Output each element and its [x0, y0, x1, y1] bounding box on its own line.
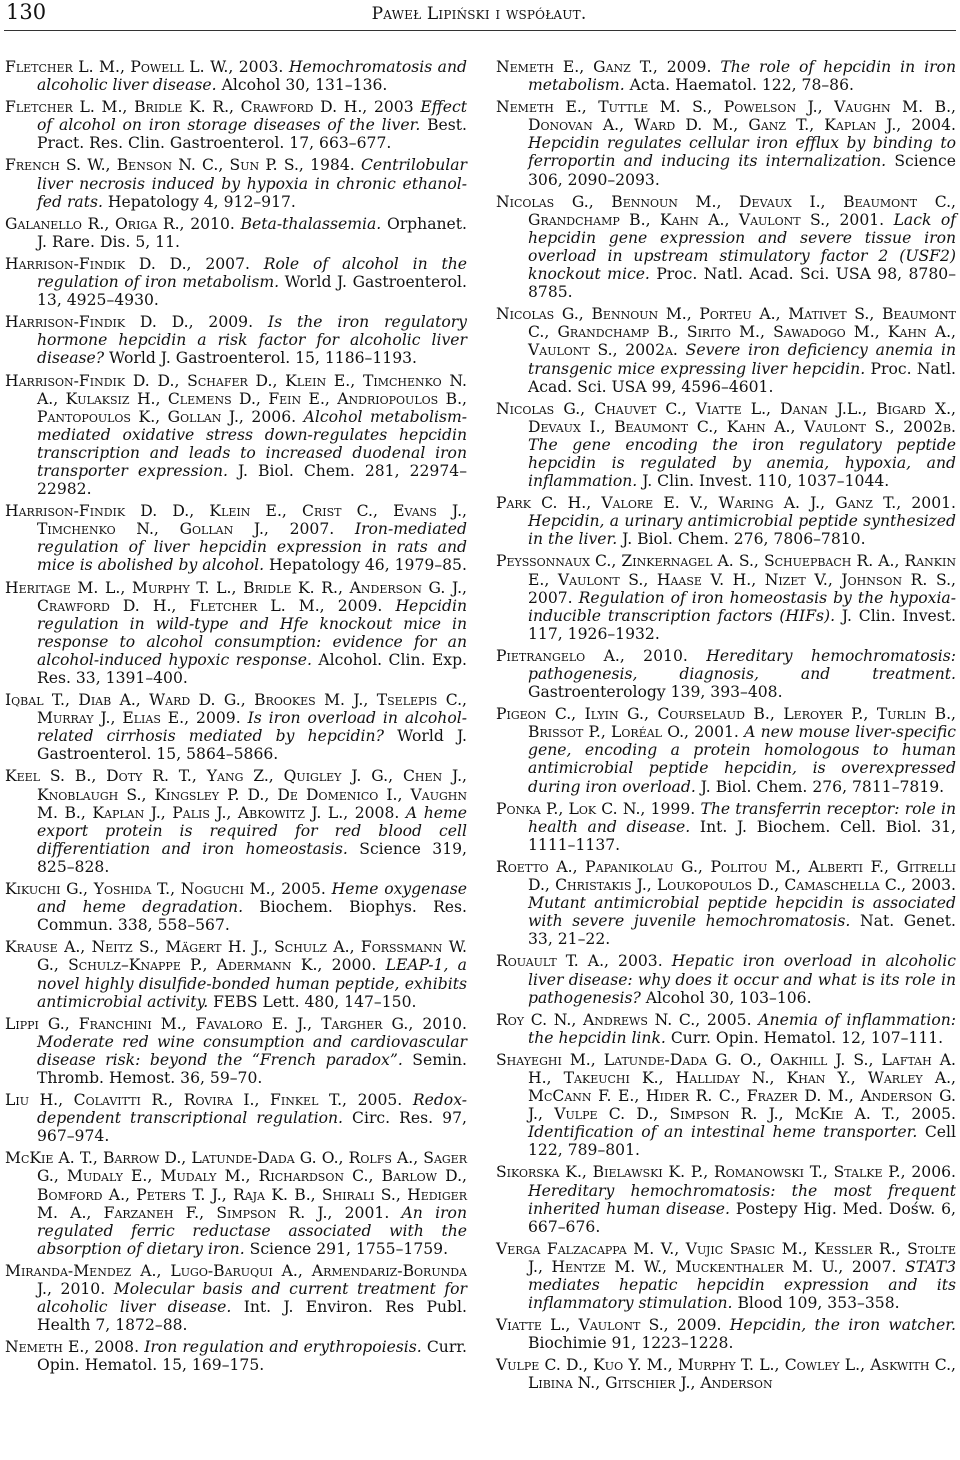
reference-title: Hemochromatosis and alcoholic liver disease.: [37, 58, 467, 95]
reference-authors: Vulpe C. D., Kuo Y. M., Murphy T. L., Cowley L., Askwith C., Libina N., Gitschier J., Anderson: [496, 1356, 956, 1393]
reference-title: The transferrin receptor: role in health and disease.: [528, 799, 956, 836]
reference-entry: [496, 494, 956, 548]
reference-entry: [5, 1091, 467, 1145]
reference-title: STAT3 mediates hepatic hepcidin expression and its inflammatory stimulation.: [528, 1257, 956, 1313]
reference-title: Beta-thalassemia.: [240, 214, 382, 233]
reference-source: Hepatology 4, 912–917.: [102, 192, 296, 211]
reference-entry: [496, 1240, 956, 1312]
reference-entry: [5, 1338, 467, 1374]
references-right-column: [496, 58, 956, 1397]
reference-title: Anemia of inflammation: the hepcidin link.: [528, 1010, 956, 1047]
reference-title: Effect of alcohol on iron storage diseases of the liver.: [37, 98, 467, 135]
reference-title: An iron regulated ferric reductase associated with the absorption of dietary iron.: [37, 1203, 467, 1258]
reference-authors: Roy C. N., Andrews N. C., 2005.: [496, 1010, 759, 1029]
reference-entry: [5, 938, 467, 1010]
reference-title: Hepcidin, the iron watcher.: [729, 1316, 956, 1335]
reference-authors: Nicolas G., Bennoun M., Devaux I., Beaumont C., Grandchamp B., Kahn A., Vaulont S., 2001.: [496, 192, 956, 229]
reference-authors: Harrison-Findik D. D., 2007.: [5, 254, 264, 273]
reference-authors: Pietrangelo A., 2010.: [496, 646, 707, 665]
reference-entry: [496, 1356, 956, 1392]
reference-source: Hepatology 46, 1979–85.: [264, 556, 467, 575]
reference-authors: Ponka P., Lok C. N., 1999.: [496, 799, 701, 818]
reference-entry: [496, 1316, 956, 1352]
reference-source: Cell 122, 789–801.: [528, 1123, 956, 1160]
reference-authors: Fletcher L. M., Powell L. W., 2003.: [5, 58, 289, 76]
reference-entry: [5, 156, 467, 210]
references-left-column: [5, 58, 467, 1378]
reference-entry: [5, 579, 467, 688]
reference-entry: [5, 1149, 467, 1258]
reference-source: Biochimie 91, 1223–1228.: [528, 1334, 734, 1353]
reference-title: LEAP-1, a novel highly disulfide-bonded human peptide, exhibits antimicrobial activity.: [37, 956, 467, 1011]
reference-authors: Liu H., Colavitti R., Rovira I., Finkel T., 2005.: [5, 1091, 413, 1110]
reference-entry: [5, 767, 467, 876]
reference-title: Iron-mediated regulation of liver hepcidin expression in rats and mice is abolished by alcohol.: [37, 520, 467, 575]
reference-entry: [5, 313, 467, 367]
reference-source: Curr. Opin. Hematol. 15, 169–175.: [37, 1338, 467, 1375]
reference-entry: [496, 800, 956, 854]
reference-title: Identification of an intestinal heme transporter.: [528, 1123, 918, 1142]
reference-authors: Rouault T. A., 2003.: [496, 952, 672, 971]
reference-source: Alcohol 30, 131–136.: [216, 76, 388, 95]
reference-entry: [496, 98, 956, 188]
reference-entry: [5, 502, 467, 574]
reference-authors: Kikuchi G., Yoshida T., Noguchi M., 2005.: [5, 880, 332, 899]
reference-title: Mutant antimicrobial peptide hepcidin is associated with severe juvenile hemochromatosis.: [528, 894, 956, 931]
reference-entry: [5, 98, 467, 152]
reference-title: Alcohol metabolism-mediated oxidative stress down-regulates hepcidin transcription and leads to increased duodenal iron transporter expression.: [37, 407, 468, 480]
reference-entry: [5, 372, 467, 499]
reference-authors: Iqbal T., Diab A., Ward D. G., Brookes M. J., Tselepis C., Murray J., Elias E., 2009.: [5, 691, 467, 728]
reference-entry: [5, 691, 467, 763]
reference-entry: [496, 1011, 956, 1047]
reference-title: Regulation of iron homeostasis by the hypoxia-inducible transcription factors (HIFs).: [528, 588, 956, 625]
reference-authors: Harrison-Findik D. D., 2009.: [5, 313, 268, 332]
reference-entry: [496, 647, 956, 701]
reference-authors: Harrison-Findik D. D., Klein E., Crist C., Evans J., Timchenko N., Gollan J., 2007.: [5, 502, 467, 539]
reference-entry: [496, 858, 956, 948]
reference-title: Hepcidin, a urinary antimicrobial peptide synthesized in the liver.: [528, 512, 956, 549]
reference-title: Role of alcohol in the regulation of iron metabolism.: [37, 254, 467, 292]
reference-entry: [496, 705, 956, 795]
reference-title: Hereditary hemochromatosis: the most frequent inherited human disease.: [528, 1181, 956, 1218]
reference-source: J. Biol. Chem. 276, 7811–7819.: [695, 777, 945, 796]
running-head: Paweł Lipiński i współaut.: [371, 4, 587, 24]
header-rule: [4, 30, 956, 31]
reference-entry: [496, 58, 956, 94]
reference-title: The role of hepcidin in iron metabolism.: [528, 58, 956, 95]
reference-authors: Harrison-Findik D. D., Schafer D., Klein E., Timchenko N. A., Kulaksiz H., Clemens D., Fein E., Andriopoulos B., Pantopoulos K., Gollan J., 2006.: [5, 371, 467, 426]
reference-title: Moderate red wine consumption and cardiovascular disease risk: beyond the “French paradox”.: [37, 1032, 467, 1069]
reference-source: J. Clin. Invest. 110, 1037–1044.: [637, 472, 890, 491]
reference-source: Nat. Genet. 33, 21–22.: [528, 912, 956, 949]
reference-authors: Verga Falzacappa M. V., Vujic Spasic M., Kessler R., Stolte J., Hentze M. W., Muckenthaler M. U., 2007.: [496, 1239, 956, 1276]
reference-source: World J. Gastroenterol. 15, 1186–1193.: [104, 349, 417, 368]
reference-authors: Nicolas G., Chauvet C., Viatte L., Danan J.L., Bigard X., Devaux I., Beaumont C., Kahn A., Vaulont S., 2002b.: [496, 399, 956, 436]
reference-source: FEBS Lett. 480, 147–150.: [208, 992, 417, 1011]
reference-authors: Nicolas G., Bennoun M., Porteu A., Mativet S., Beaumont C., Grandchamp B., Sirito M., Sawadogo M., Kahn A., Vaulont S., 2002a.: [496, 305, 956, 360]
reference-source: Int. J. Environ. Res Publ. Health 7, 1872–88.: [37, 1298, 467, 1335]
page-header: [6, 0, 952, 30]
reference-entry: [5, 1015, 467, 1087]
reference-source: World J. Gastroenterol. 15, 5864–5866.: [37, 727, 467, 764]
reference-title: Lack of hepcidin gene expression and severe tissue iron overload in upstream stimulatory factor 2 (USF2) knockout mice.: [528, 210, 957, 284]
reference-title: Hepcidin regulation in wild-type and Hfe knockout mice in response to alcohol consumption: evidence for an alcohol-induced hypoxic response.: [37, 596, 467, 669]
reference-title: Hepatic iron overload in alcoholic liver disease: why does it occur and what is its role in pathogenesis?: [528, 952, 957, 1007]
reference-title: Heme oxygenase and heme degradation.: [37, 880, 467, 917]
reference-title: The gene encoding the iron regulatory peptide hepcidin is regulated by anemia, hypoxia, and inflammation.: [528, 435, 956, 491]
reference-title: Centrilobular liver necrosis induced by hypoxia in chronic ethanol-fed rats.: [37, 156, 467, 211]
reference-title: Is the iron regulatory hormone hepcidin a risk factor for alcoholic liver disease?: [37, 313, 467, 368]
reference-entry: [5, 255, 467, 309]
reference-title: Iron regulation and erythropoiesis.: [144, 1338, 422, 1357]
reference-source: Best. Pract. Res. Clin. Gastroenterol. 17, 663–677.: [37, 116, 467, 153]
reference-source: Alcohol. Clin. Exp. Res. 33, 1391–400.: [37, 650, 468, 687]
reference-source: Acta. Haematol. 122, 78–86.: [624, 76, 854, 95]
reference-authors: Roetto A., Papanikolau G., Politou M., Alberti F., Gitrelli D., Christakis J., Loukopoulos D., Camaschella C., 2003.: [496, 857, 956, 895]
reference-authors: Peyssonnaux C., Zinkernagel A. S., Schuepbach R. A., Rankin E., Vaulont S., Haase V. H., Nizet V., Johnson R. S., 2007.: [496, 552, 956, 607]
reference-authors: Krause A., Neitz S., Mägert H. J., Schulz A., Forssmann W. G., Schulz–Knappe P., Adermann K., 2000.: [5, 938, 467, 975]
reference-authors: Park C. H., Valore E. V., Waring A. J., Ganz T., 2001.: [496, 494, 956, 513]
reference-authors: McKie A. T., Barrow D., Latunde-Dada G. O., Rolfs A., Sager G., Mudaly E., Mudaly M., Richardson C., Barlow D., Bomford A., Peters T. J., Raja K. B., Shirali S., Hediger M. A., Farzaneh F., Simpson R. J., 2001.: [5, 1149, 467, 1222]
reference-title: Redox-dependent transcriptional regulation.: [37, 1091, 467, 1128]
reference-source: Postepy Hig. Med. Dośw. 6, 667–676.: [528, 1199, 956, 1236]
reference-authors: Shayeghi M., Latunde-Dada G. O., Oakhill J. S., Laftah A. H., Takeuchi K., Halliday N., Khan Y., Warley A., McCann F. E., Hider R. C., Frazer D. M., Anderson G. J., Vulpe C. D., Simpson R. J., McKie A. T., 2005.: [496, 1050, 956, 1124]
reference-source: J. Clin. Invest. 117, 1926–1932.: [528, 606, 956, 643]
reference-authors: Pigeon C., Ilyin G., Courselaud B., Leroyer P., Turlin B., Brissot P., Loréal O., 2001.: [496, 705, 956, 742]
page-number: 130: [6, 0, 47, 24]
reference-title: A heme export protein is required for red blood cell differentiation and iron homeostasis.: [37, 803, 467, 858]
reference-authors: French S. W., Benson N. C., Sun P. S., 1984.: [5, 156, 361, 175]
reference-entry: [5, 1262, 467, 1334]
reference-entry: [5, 215, 467, 251]
reference-authors: Heritage M. L., Murphy T. L., Bridle K. R., Anderson G. J., Crawford D. H., Fletcher L. M., 2009.: [5, 578, 467, 615]
reference-source: J. Biol. Chem. 281, 22974–22982.: [37, 461, 467, 499]
reference-authors: Fletcher L. M., Bridle K. R., Crawford D. H., 2003: [5, 98, 421, 117]
reference-source: Proc. Natl. Acad. Sci. USA 99, 4596–4601.: [528, 359, 957, 396]
reference-entry: [496, 1051, 956, 1160]
reference-authors: Nemeth E., Tuttle M. S., Powelson J., Vaughn M. B., Donovan A., Ward D. M., Ganz T., Kaplan J., 2004.: [496, 98, 956, 135]
reference-authors: Sikorska K., Bielawski K. P., Romanowski T., Stalke P., 2006.: [496, 1163, 956, 1182]
reference-authors: Lippi G., Franchini M., Favaloro E. J., Targher G., 2010.: [5, 1014, 467, 1033]
reference-entry: [496, 952, 956, 1006]
reference-source: Int. J. Biochem. Cell. Biol. 31, 1111–1137.: [528, 817, 956, 854]
reference-source: Circ. Res. 97, 967–974.: [37, 1109, 467, 1146]
reference-source: J. Biol. Chem. 276, 7806–7810.: [617, 530, 866, 549]
reference-entry: [5, 880, 467, 934]
reference-source: Science 306, 2090–2093.: [528, 152, 956, 189]
reference-source: Biochem. Biophys. Res. Commun. 338, 558–567.: [37, 898, 467, 935]
reference-source: World J. Gastroenterol. 13, 4925–4930.: [37, 273, 467, 310]
reference-title: Is iron overload in alcohol-related cirrhosis mediated by hepcidin?: [37, 709, 467, 746]
reference-authors: Miranda-Mendez A., Lugo-Baruqui A., Armendariz-Borunda J., 2010.: [5, 1261, 467, 1298]
reference-authors: Viatte L., Vaulont S., 2009.: [496, 1316, 730, 1335]
reference-title: Hepcidin regulates cellular iron efflux by binding to ferroportin and inducing its internalization.: [528, 134, 956, 171]
reference-source: Science 291, 1755–1759.: [244, 1239, 449, 1258]
reference-authors: Keel S. B., Doty R. T., Yang Z., Quigley J. G., Chen J., Knoblaugh S., Kingsley P. D., De Domenico I., Vaughn M. B., Kaplan J., Palis J., Abkowitz J. L., 2008.: [5, 767, 467, 822]
reference-source: Alcohol 30, 103–106.: [640, 988, 812, 1007]
reference-entry: [496, 400, 956, 490]
reference-entry: [496, 193, 956, 302]
reference-title: Hereditary hemochromatosis: pathogenesis, diagnosis, and treatment.: [528, 646, 956, 683]
reference-source: Curr. Opin. Hematol. 12, 107–111.: [665, 1028, 944, 1047]
reference-authors: Nemeth E., Ganz T., 2009.: [496, 58, 721, 76]
reference-source: Gastroenterology 139, 393–408.: [528, 683, 783, 702]
reference-title: Severe iron deficiency anemia in transgenic mice expressing liver hepcidin.: [528, 341, 956, 378]
reference-source: Proc. Natl. Acad. Sci. USA 98, 8780–8785.: [528, 265, 956, 302]
reference-source: Science 319, 825–828.: [37, 839, 467, 876]
reference-title: A new mouse liver-specific gene, encoding a protein homologous to human antimicrobial peptide hepcidin, is overexpressed during iron overload.: [528, 723, 956, 796]
reference-authors: Nemeth E., 2008.: [5, 1338, 145, 1357]
reference-authors: Galanello R., Origa R., 2010.: [5, 214, 241, 233]
reference-entry: [496, 305, 956, 395]
reference-entry: [496, 552, 956, 642]
reference-title: Molecular basis and current treatment for alcoholic liver disease.: [37, 1280, 468, 1317]
reference-entry: [496, 1163, 956, 1235]
reference-source: Orphanet. J. Rare. Dis. 5, 11.: [37, 214, 467, 251]
reference-source: Semin. Thromb. Hemost. 36, 59–70.: [37, 1050, 467, 1087]
reference-entry: [5, 58, 467, 94]
reference-source: Blood 109, 353–358.: [732, 1294, 900, 1313]
